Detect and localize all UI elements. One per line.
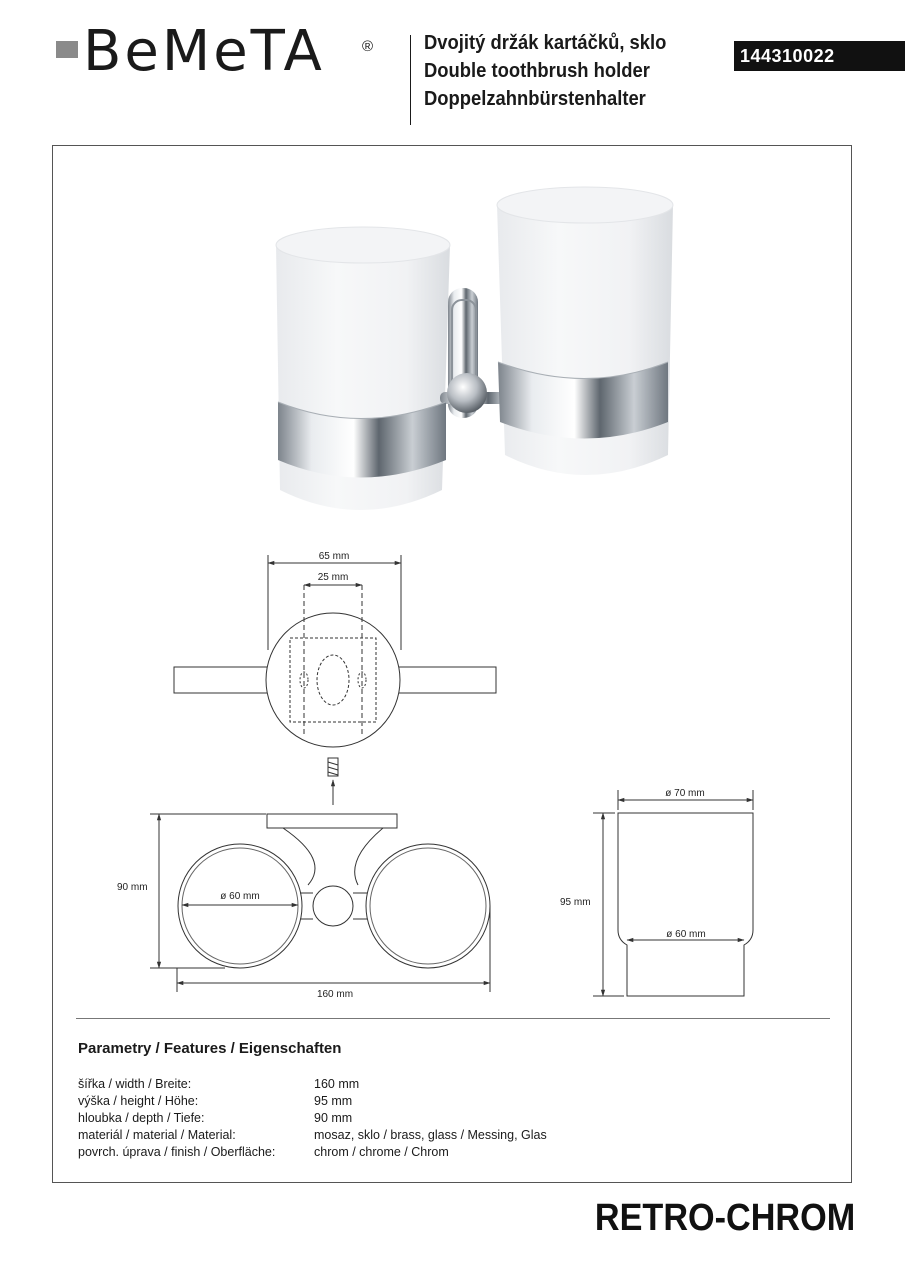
mount-plate-drawing: [174, 555, 496, 747]
spec-label: povrch. úprava / finish / Oberfläche:: [78, 1145, 276, 1159]
title-german: Doppelzahnbürstenhalter: [424, 88, 646, 110]
brand-logo: BeMeTA: [83, 19, 325, 84]
front-view-drawing: [150, 814, 490, 992]
spec-row: [78, 1111, 353, 1125]
title-english: Double toothbrush holder: [424, 60, 650, 82]
title-czech: Dvojitý držák kartáčků, sklo: [424, 32, 667, 54]
registered-mark: ®: [362, 38, 374, 55]
spec-row: [78, 1128, 547, 1142]
spec-row: [78, 1077, 360, 1091]
spec-value: 160 mm: [314, 1077, 360, 1091]
spec-value: 90 mm: [314, 1111, 353, 1125]
features-title: Parametry / Features / Eigenschaften: [78, 1040, 342, 1057]
plate-width-label: 65 mm: [318, 551, 350, 562]
glass-side-drawing: [593, 790, 753, 996]
spec-row: [78, 1094, 353, 1108]
glass-bottom-dia-label: ø 60 mm: [666, 929, 706, 940]
depth-label: 90 mm: [117, 882, 148, 893]
screw-drawing: [328, 758, 338, 805]
hole-spacing-label: 25 mm: [317, 572, 349, 583]
spec-value: 95 mm: [314, 1094, 353, 1108]
glass-outer-dia-label: ø 70 mm: [665, 788, 705, 799]
spec-value: mosaz, sklo / brass, glass / Messing, Glas: [314, 1128, 547, 1142]
glass-height-label: 95 mm: [560, 897, 591, 908]
series-name: RETRO-CHROM: [594, 1197, 855, 1239]
spec-label: výška / height / Höhe:: [78, 1094, 199, 1108]
total-width-label: 160 mm: [316, 989, 354, 1000]
product-code: 144310022: [734, 41, 905, 71]
spec-row: [78, 1145, 449, 1159]
glass-inner-dia-label: ø 60 mm: [220, 891, 260, 902]
spec-value: chrom / chrome / Chrom: [314, 1145, 449, 1159]
spec-label: hloubka / depth / Tiefe:: [78, 1111, 205, 1125]
features-divider: [76, 1018, 830, 1019]
spec-label: materiál / material / Material:: [78, 1128, 236, 1142]
spec-label: šířka / width / Breite:: [78, 1077, 192, 1091]
